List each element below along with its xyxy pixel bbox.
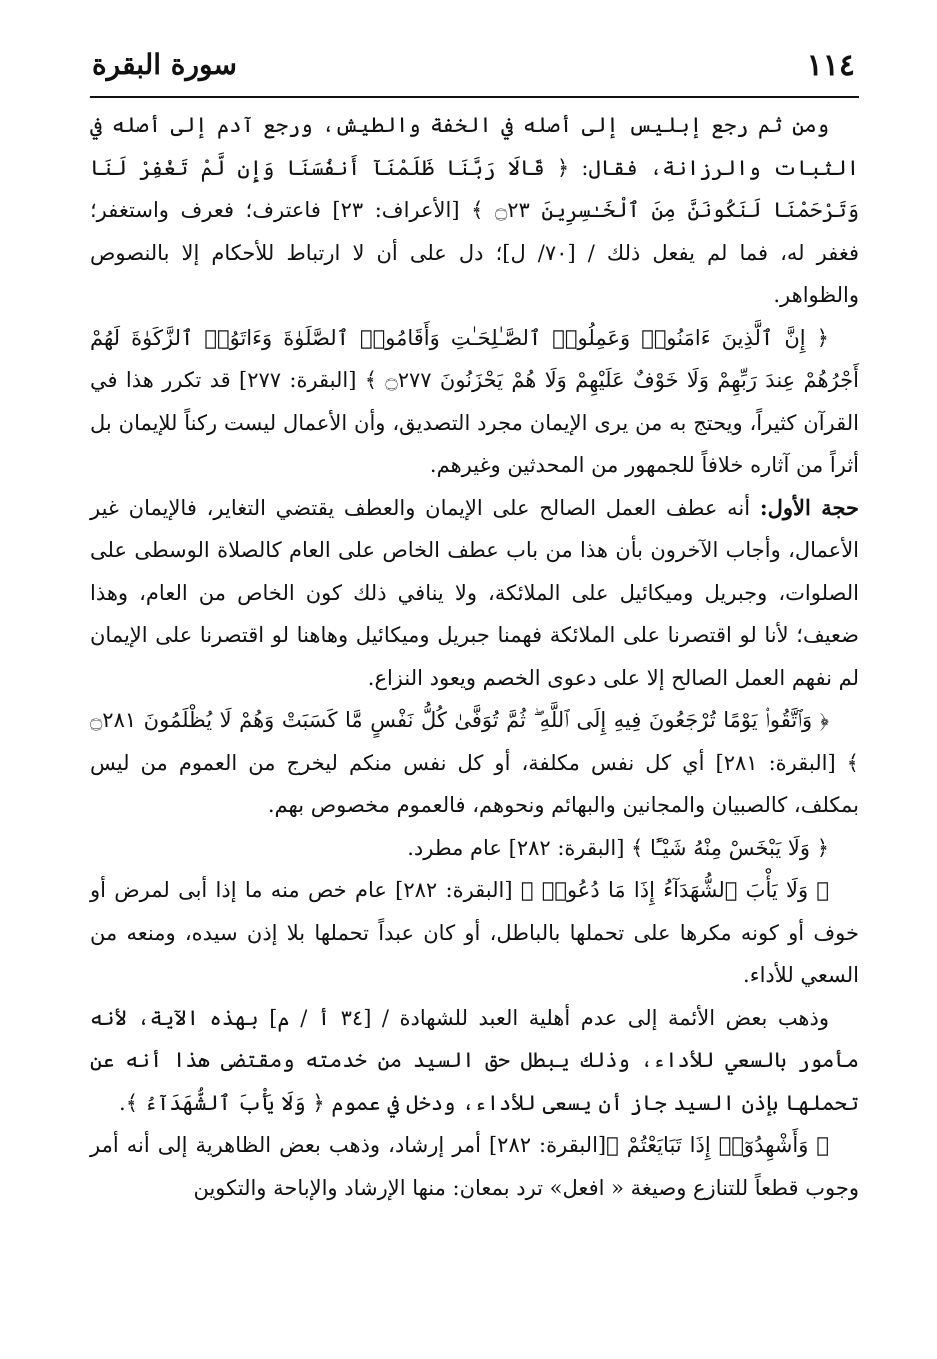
paragraph-iblis-adam [90, 104, 859, 317]
paragraph-text: أنه عطف العمل الصالح على الإيمان والعطف يقتضي التغاير، فالإيمان غير الأعمال، وأجاب الآخرون بأن هذا من باب عطف الخاص على العام كالصلاة الوسطى على الصلوات، وجبريل وميكائيل على الملائكة، ولا ينافي ذلك كون الخاص من العام، وهذا ضعيف؛ لأنا لو اقتصرنا على الملائكة فهمنا جبريل وميكائيل وهاهنا لو اقتصرنا على الإيمان لم نفهم العمل الصالح إلا على دعوى الخصم ويعود النزاع. [90, 495, 859, 690]
page-body [90, 104, 859, 1209]
surah-title: سورة البقرة [92, 48, 237, 81]
paragraph-text: ﴿ وَأَشْهِدُوٓا۟ إِذَا تَبَايَعْتُمْ ﴾[البقرة: ٢٨٢] أمر إرشاد، وذهب بعض الظاهرية إلى أنه أمر وجوب قطعاً للتنازع وصيغة « افعل» ترد بمعان: منها الإرشاد والإباحة والتكوين [90, 1133, 859, 1200]
paragraph-verse-281 [90, 699, 859, 827]
paragraph-first-argument [90, 487, 859, 700]
paragraph-verse-282-a [90, 827, 859, 870]
header-rule [90, 96, 859, 98]
paragraph-text: ﴿ وَٱتَّقُوا۟ يَوْمًا تُرْجَعُونَ فِيهِ إِلَى ٱللَّهِ ۖ ثُمَّ تُوَفَّىٰ كُلُّ نَفْسٍ مَّا كَسَبَتْ وَهُمْ لَا يُظْلَمُونَ ۝٢٨١ ﴾ [البقرة: ٢٨١] أي كل نفس مكلفة، أو كل نفس منكم ليخرج من العموم من ليس بمكلف، كالصبيان والمجانين والبهائم ونحوهم، فالعموم مخصوص بهم. [90, 708, 859, 817]
paragraph-verse-282-b [90, 869, 859, 997]
page-number: ١١٤ [806, 48, 855, 83]
paragraph-text: ومن ثم رجع إبليس إلى أصله في الخفة والطيش، ورجع آدم إلى أصله في الثبات والرزانة، فقال: ﴿ قَالَا رَبَّنَا ظَلَمْنَآ أَنفُسَنَا وَإِن لَّمْ تَغْفِرْ لَنَا وَتَرْحَمْنَا لَنَكُونَنَّ مِنَ ٱلْخَـٰسِرِينَ ۝٢٣ ﴾ [الأعراف: ٢٣] فاعترف؛ فعرف واستغفر؛ فغفر له، فما لم يفعل ذلك / [٧٠/ ل]؛ دل على أن لا ارتباط للأحكام إلا بالنصوص والظواهر. [90, 113, 860, 307]
paragraph-verse-277 [90, 317, 859, 487]
paragraph-slave-testimony [90, 997, 859, 1125]
paragraph-verse-282-c [90, 1124, 859, 1209]
paragraph-text: وذهب بعض الأئمة إلى عدم أهلية العبد للشهادة / [٣٤ أ / م] بهذه الآية، لأنه مأمور بالسعي للأداء، وذلك يبطل حق السيد من خدمته ومقتضى هذا أنه عن تحملها بإذن السيد جاز أن يسعى للأداء، ودخل في عموم ﴿ وَلَا يَأْبَ ٱلشُّهَدَآءُ ﴾. [90, 1005, 859, 1115]
paragraph-text: ﴿ وَلَا يَبْخَسْ مِنْهُ شَيْـًٔا ﴾ [البقرة: ٢٨٢] عام مطرد. [407, 835, 829, 860]
paragraph-lead: حجة الأول: [759, 494, 859, 520]
paragraph-text: ﴿ وَلَا يَأْبَ ٱلشُّهَدَآءُ إِذَا مَا دُعُوا۟ ﴾ [البقرة: ٢٨٢] عام خص منه ما إذا أبى لمرض أو خوف أو كونه مكرها على تحملها بالباطل، أو كان عبداً تحملها بلا إذن سيده، ومنعه من السعي للأداء. [90, 878, 859, 987]
paragraph-text: ﴿ إِنَّ ٱلَّذِينَ ءَامَنُوا۟ وَعَمِلُوا۟ ٱلصَّـٰلِحَـٰتِ وَأَقَامُوا۟ ٱلصَّلَوٰةَ وَءَاتَوُا۟ ٱلزَّكَوٰةَ لَهُمْ أَجْرُهُمْ عِندَ رَبِّهِمْ وَلَا خَوْفٌ عَلَيْهِمْ وَلَا هُمْ يَحْزَنُونَ ۝٢٧٧ ﴾ [البقرة: ٢٧٧] قد تكرر هذا في القرآن كثيراً، ويحتج به من يرى الإيمان مجرد التصديق، وأن الأعمال ليست ركناً للإيمان بل أثراً من آثاره خلافاً للجمهور من المحدثين وغيرهم. [90, 325, 859, 477]
page-header [90, 40, 859, 96]
